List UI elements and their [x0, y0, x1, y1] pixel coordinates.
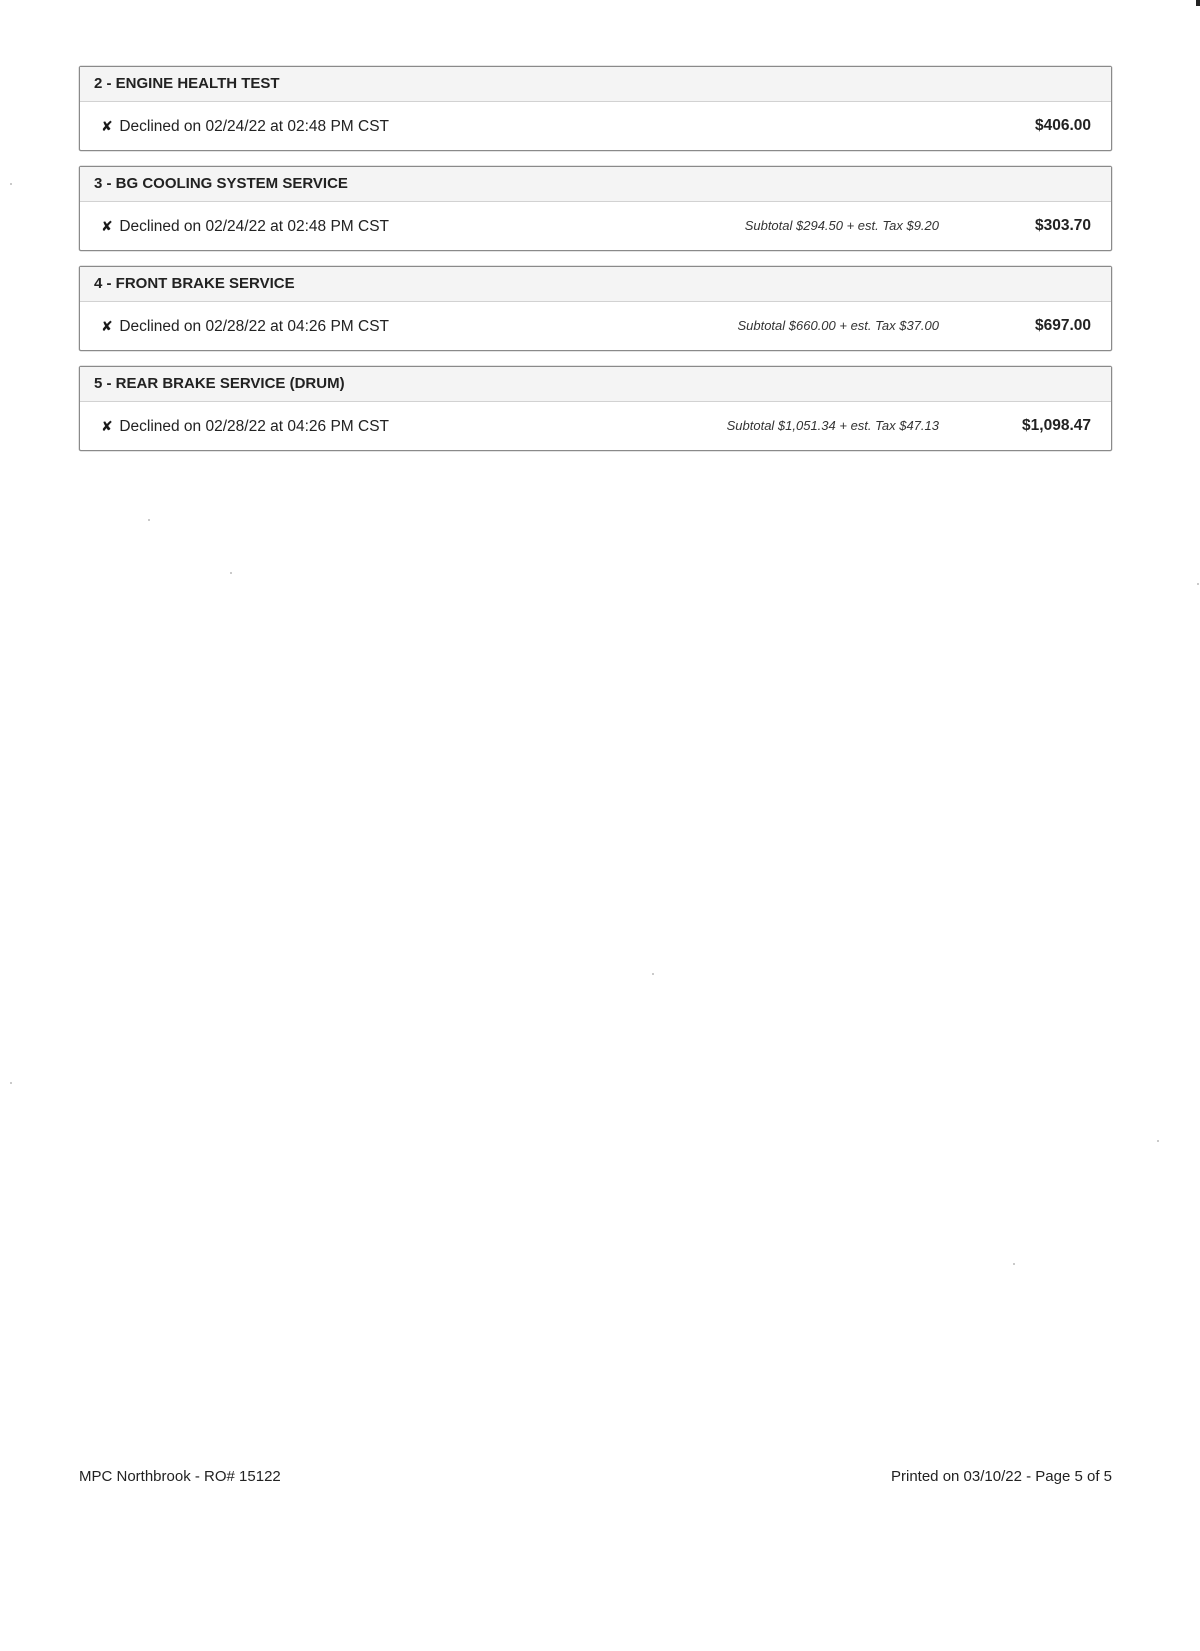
decline-status-text: Declined on 02/24/22 at 02:48 PM CST	[119, 218, 390, 235]
service-block	[79, 66, 1112, 151]
x-mark-icon: ✘	[101, 318, 113, 334]
decline-status-text: Declined on 02/28/22 at 04:26 PM CST	[119, 318, 390, 335]
scan-speck	[1013, 1263, 1015, 1265]
service-block	[79, 166, 1112, 251]
subtotal-text: Subtotal $660.00 + est. Tax $37.00	[737, 318, 939, 333]
scan-speck	[230, 572, 232, 574]
scan-speck	[652, 973, 654, 975]
x-mark-icon: ✘	[101, 418, 113, 434]
footer-shop-ro: MPC Northbrook - RO# 15122	[79, 1468, 281, 1485]
scan-speck	[10, 183, 12, 185]
service-title: 2 - ENGINE HEALTH TEST	[80, 67, 1111, 102]
service-title: 3 - BG COOLING SYSTEM SERVICE	[80, 167, 1111, 202]
service-status-row	[80, 302, 1111, 350]
service-total: $303.70	[1034, 217, 1091, 234]
x-mark-icon: ✘	[101, 118, 113, 134]
scan-speck	[148, 519, 150, 521]
scan-speck	[1197, 583, 1199, 585]
service-status-row	[80, 202, 1111, 250]
service-status-row	[80, 402, 1111, 450]
decline-status-text: Declined on 02/28/22 at 04:26 PM CST	[119, 418, 390, 435]
service-total: $697.00	[1034, 317, 1091, 334]
service-title: 4 - FRONT BRAKE SERVICE	[80, 267, 1111, 302]
scan-speck	[1157, 1140, 1159, 1142]
scan-corner-mark	[1196, 0, 1200, 6]
scan-speck	[10, 1082, 12, 1084]
subtotal-text: Subtotal $294.50 + est. Tax $9.20	[744, 218, 939, 233]
service-total: $406.00	[1034, 117, 1091, 134]
x-mark-icon: ✘	[101, 218, 113, 234]
decline-status-text: Declined on 02/24/22 at 02:48 PM CST	[119, 118, 390, 135]
service-total: $1,098.47	[1022, 417, 1091, 434]
subtotal-text: Subtotal $1,051.34 + est. Tax $47.13	[726, 418, 939, 433]
footer-printed-page: Printed on 03/10/22 - Page 5 of 5	[891, 1468, 1112, 1485]
service-block	[79, 266, 1112, 351]
service-block	[79, 366, 1112, 451]
declined-services-list	[79, 66, 1112, 466]
service-status-row	[80, 102, 1111, 150]
service-title: 5 - REAR BRAKE SERVICE (DRUM)	[80, 367, 1111, 402]
